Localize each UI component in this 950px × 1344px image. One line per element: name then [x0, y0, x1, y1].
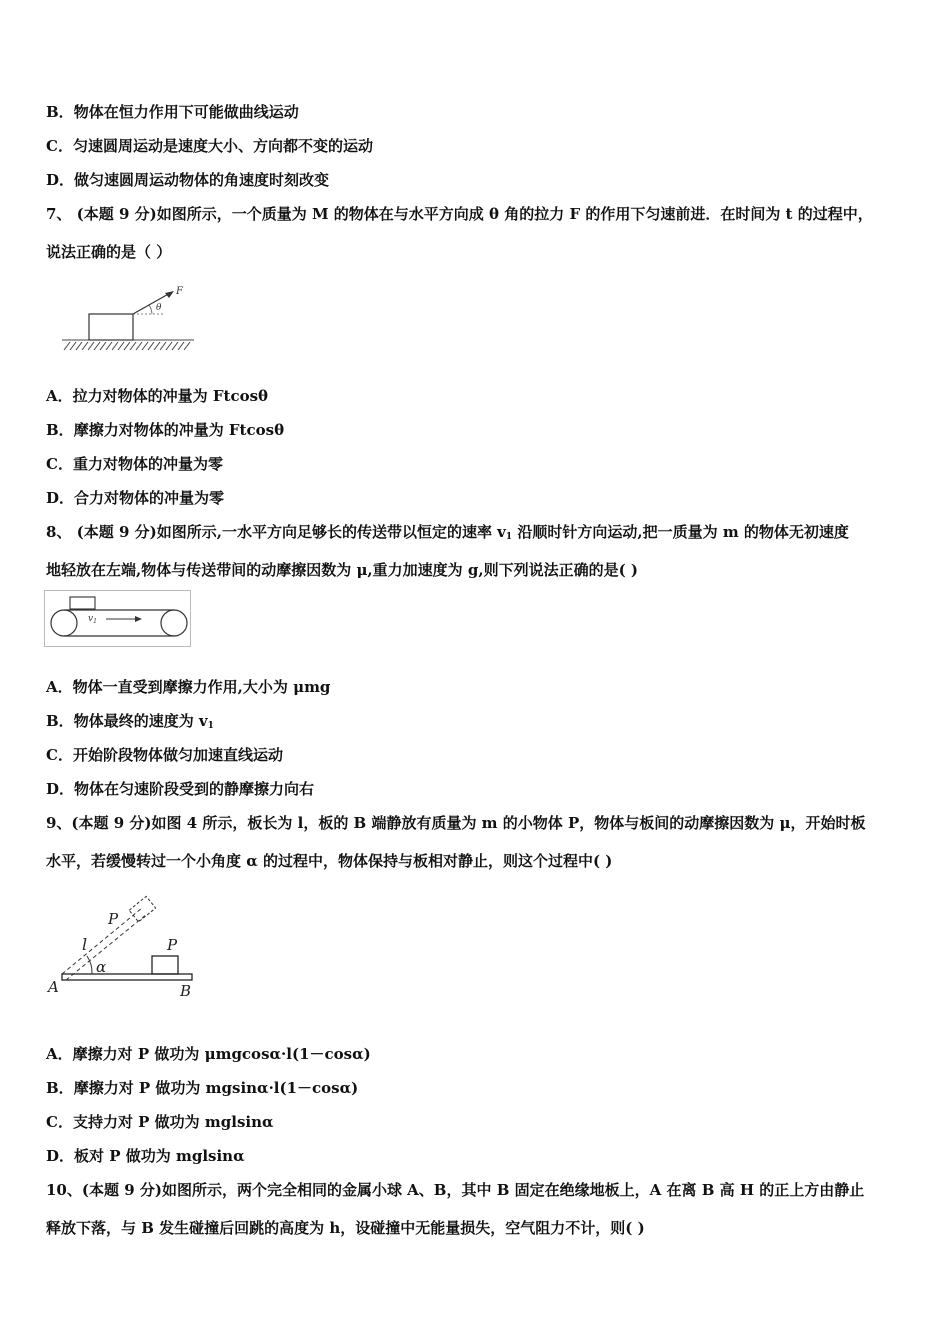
q9-option-b: B．摩擦力对 P 做功为 mgsinα·l(1－cosα) [46, 1079, 359, 1097]
velocity-label: $v_1$ [88, 614, 97, 625]
label-b: B [180, 982, 192, 1000]
q8-option-c: C．开始阶段物体做匀加速直线运动 [46, 746, 283, 764]
q9-stem-line2: 水平，若缓慢转过一个小角度 α 的过程中，物体保持与板相对静止，则这个过程中( ) [46, 852, 613, 870]
q9-option-d: D．板对 P 做功为 mglsinα [46, 1147, 245, 1165]
right-roller [161, 610, 187, 636]
q9-figure [44, 890, 204, 1002]
q8-stem-line1: 8、 (本题 9 分)如图所示,一水平方向足够长的传送带以恒定的速率 $v_1$ 沿顺时针方向运动,把一质量为 m 的物体无初速度 [46, 523, 849, 542]
q8-option-a: A．物体一直受到摩擦力作用,大小为 μmg [46, 678, 331, 696]
q8-option-d: D．物体在匀速阶段受到的静摩擦力向右 [46, 780, 315, 798]
label-alpha: α [96, 958, 107, 976]
force-label: F [176, 286, 183, 297]
board [62, 974, 192, 980]
angle-label: θ [156, 303, 162, 313]
force-arrow [133, 292, 172, 314]
q10-stem-line2: 释放下落，与 B 发生碰撞后回跳的高度为 h，设碰撞中无能量损失，空气阻力不计，则( ) [46, 1219, 645, 1237]
label-p-top: P [108, 910, 119, 928]
q6-option-c: C．匀速圆周运动是速度大小、方向都不变的运动 [46, 137, 373, 155]
ground-hatch [62, 340, 194, 350]
left-roller [51, 610, 77, 636]
label-p-right: P [167, 936, 178, 954]
q6-option-d: D．做匀速圆周运动物体的角速度时刻改变 [46, 171, 330, 189]
q9-option-c: C．支持力对 P 做功为 mglsinα [46, 1113, 274, 1131]
q10-stem-line1: 10、(本题 9 分)如图所示，两个完全相同的金属小球 A、B，其中 B 固定在绝缘地板上，A 在离 B 高 H 的正上方由静止 [46, 1181, 865, 1199]
q7-stem-line1: 7、 (本题 9 分)如图所示，一个质量为 M 的物体在与水平方向成 θ 角的拉力 F 的作用下匀速前进．在时间为 t 的过程中， [46, 205, 873, 223]
label-length: l [82, 935, 88, 954]
label-a: A [48, 978, 59, 996]
q7-option-b: B．摩擦力对物体的冲量为 Ftcosθ [46, 421, 285, 439]
q8-stem-line2: 地轻放在左端,物体与传送带间的动摩擦因数为 μ,重力加速度为 g,则下列说法正确的是( ) [46, 561, 638, 579]
q7-figure [56, 282, 206, 356]
block [89, 314, 133, 340]
q8-figure [44, 590, 192, 648]
q6-option-b: B．物体在恒力作用下可能做曲线运动 [46, 103, 299, 121]
block-p-bottom [152, 956, 178, 974]
q9-option-a: A．摩擦力对 P 做功为 μmgcosα·l(1－cosα) [46, 1045, 371, 1063]
q9-stem-line1: 9、(本题 9 分)如图 4 所示，板长为 l，板的 B 端静放有质量为 m 的小物体 P，物体与板间的动摩擦因数为 μ，开始时板 [46, 814, 866, 832]
q7-option-a: A．拉力对物体的冲量为 Ftcosθ [46, 387, 269, 405]
object-block [70, 597, 95, 609]
q7-option-c: C．重力对物体的冲量为零 [46, 455, 223, 473]
q8-option-b: B．物体最终的速度为 $v_1$ [46, 712, 214, 731]
q7-stem-line2: 说法正确的是（ ） [46, 243, 172, 261]
q7-option-d: D．合力对物体的冲量为零 [46, 489, 225, 507]
